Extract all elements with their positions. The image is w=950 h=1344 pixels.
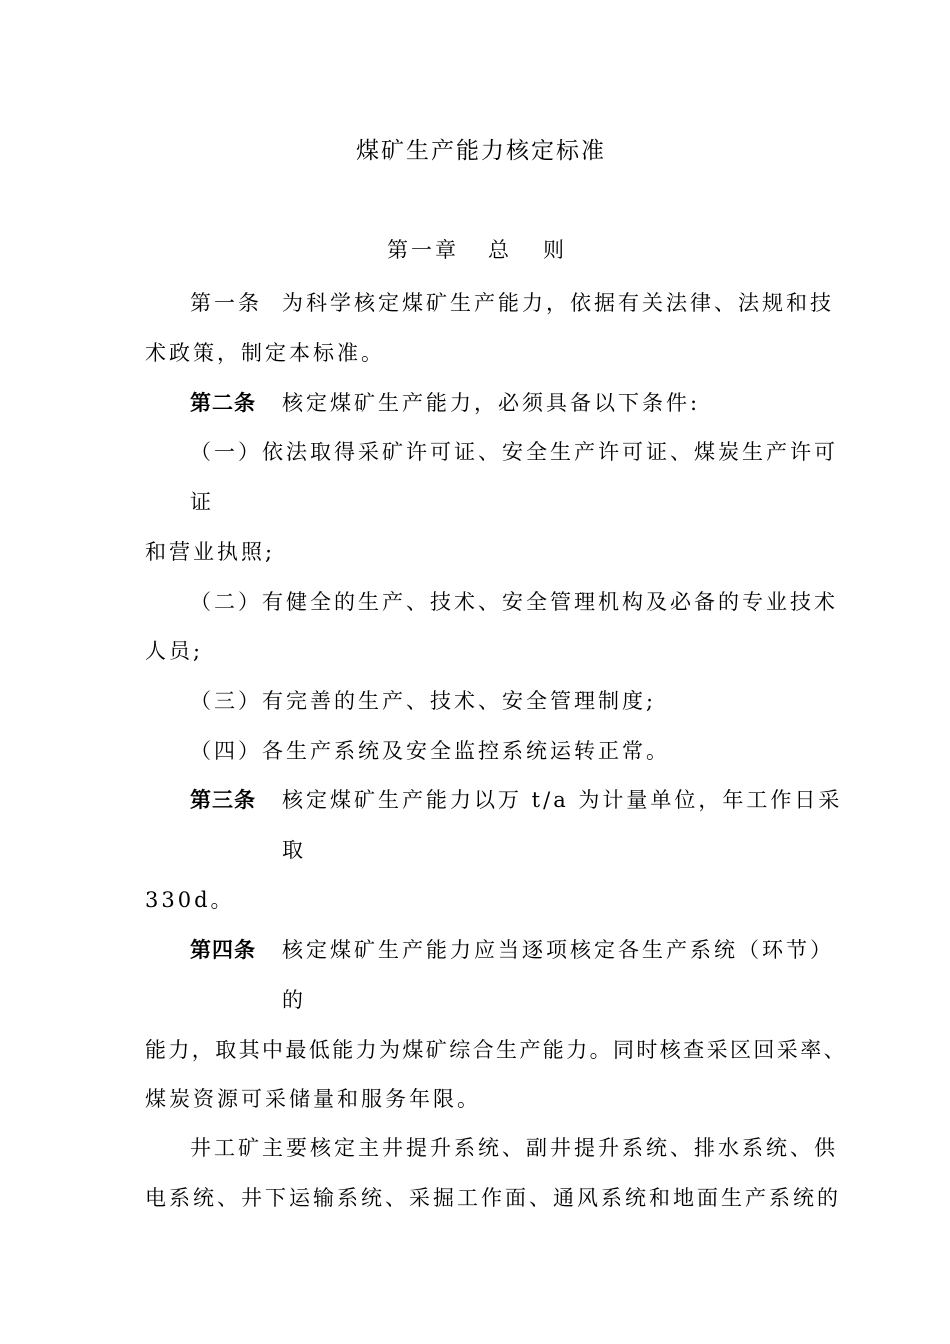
article-4-text: 核定煤矿生产能力应当逐项核定各生产系统（环节） xyxy=(282,938,834,962)
article-4-text-cont-2: 能力，取其中最低能力为煤矿综合生产能力。同时核查采区回采率、 xyxy=(145,1038,847,1062)
paragraph-underground: 井工矿主要核定主井提升系统、副井提升系统、排水系统、供 xyxy=(190,1136,838,1160)
article-4-text-cont-3: 煤炭资源可采储量和服务年限。 xyxy=(145,1087,481,1111)
list-item-number: （三） xyxy=(190,689,262,713)
article-3-label: 第三条 xyxy=(190,788,256,812)
list-item-1-cont: 证 xyxy=(190,490,214,514)
chapter-name-1: 总 xyxy=(488,238,512,262)
article-1-text: 为科学核定煤矿生产能力，依据有关法律、法规和技 xyxy=(282,291,834,315)
chapter-label: 第一章 xyxy=(387,238,459,262)
article-3-text: 核定煤矿生产能力以万 t/a 为计量单位，年工作日采 xyxy=(282,788,843,812)
list-item-1 xyxy=(190,438,838,466)
article-1-text-cont: 术政策，制定本标准。 xyxy=(145,341,385,365)
list-item-text: 依法取得采矿许可证、安全生产许可证、煤炭生产许可 xyxy=(262,440,838,464)
article-4-text-cont: 的 xyxy=(282,988,306,1012)
article-3-text-cont-2: 330d。 xyxy=(145,888,235,912)
list-item-number: （四） xyxy=(190,739,262,763)
list-item-text: 各生产系统及安全监控系统运转正常。 xyxy=(262,739,670,763)
chapter-name-2: 则 xyxy=(543,238,567,262)
list-item-number: （二） xyxy=(190,590,262,614)
article-4-label: 第四条 xyxy=(190,938,256,962)
list-item-2 xyxy=(190,588,838,616)
list-item-3 xyxy=(190,687,656,715)
document-title: 煤矿生产能力核定标准 xyxy=(356,138,606,164)
list-item-2-cont: 人员; xyxy=(145,639,204,663)
paragraph-underground-cont: 电系统、井下运输系统、采掘工作面、通风系统和地面生产系统的 xyxy=(145,1186,841,1210)
list-item-4 xyxy=(190,737,670,765)
list-item-number: （一） xyxy=(190,440,262,464)
article-3-text-cont: 取 xyxy=(282,838,306,862)
article-1-label: 第一条 xyxy=(190,291,262,315)
article-2-text: 核定煤矿生产能力，必须具备以下条件: xyxy=(282,391,701,415)
article-2-label: 第二条 xyxy=(190,391,256,415)
list-item-text: 有完善的生产、技术、安全管理制度; xyxy=(262,689,657,713)
list-item-1-cont-2: 和营业执照; xyxy=(145,540,276,564)
list-item-text: 有健全的生产、技术、安全管理机构及必备的专业技术 xyxy=(262,590,838,614)
